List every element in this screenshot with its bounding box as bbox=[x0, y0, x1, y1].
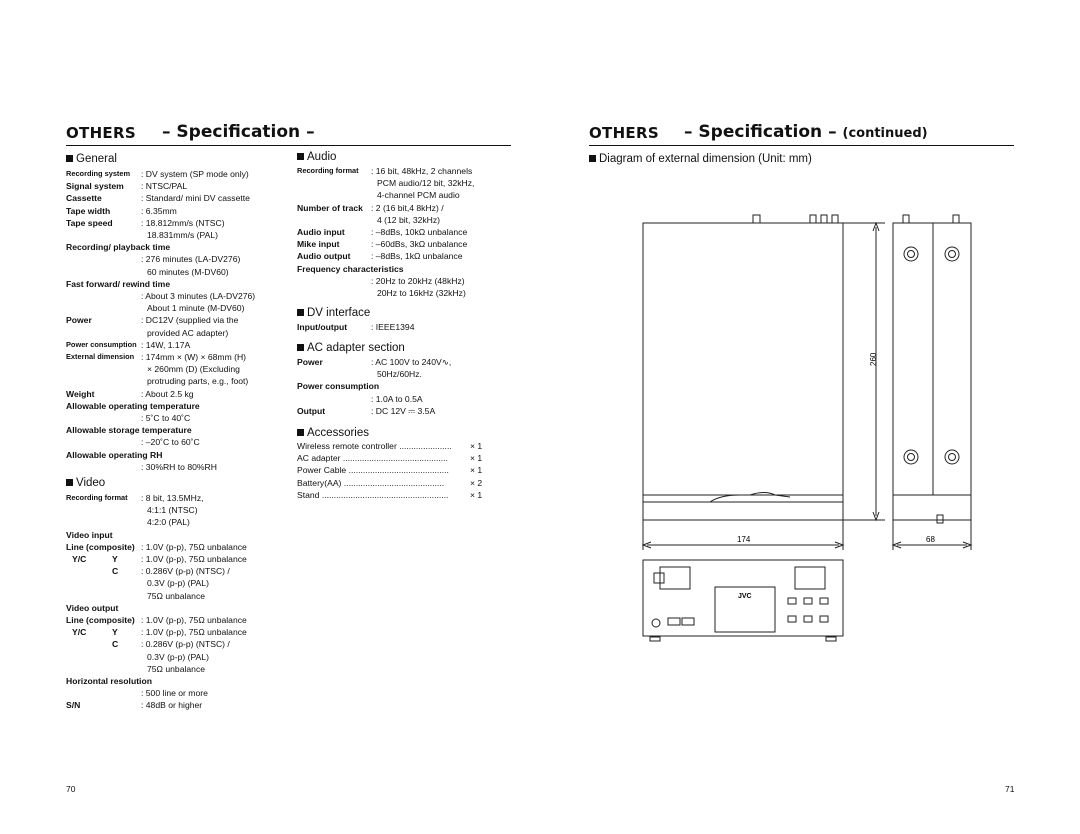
spec-key: Mike input bbox=[297, 239, 340, 250]
spec-value: : DC 12V ⎓ 3.5A bbox=[371, 405, 436, 416]
spec-subkey: Y bbox=[112, 554, 118, 564]
spec-value: 4:2:0 (PAL) bbox=[147, 517, 190, 528]
spec-value: 0.3V (p-p) (PAL) bbox=[147, 651, 209, 662]
spec-key: Video input bbox=[66, 529, 113, 540]
spec-key: External dimension bbox=[66, 352, 135, 361]
spec-value: : 48dB or higher bbox=[141, 700, 203, 711]
spec-key: Fast forward/ rewind time bbox=[66, 278, 171, 289]
audio-title: Audio bbox=[297, 151, 336, 163]
spec-value: : 2 (16 bit,4 8kHz) / bbox=[371, 202, 444, 213]
accessory-qty: × 1 bbox=[470, 489, 483, 500]
spec-key: Audio output bbox=[297, 251, 351, 262]
side-view-body bbox=[893, 223, 971, 520]
spec-value: : DC12V (supplied via the bbox=[141, 315, 239, 326]
spec-value: : 6.35mm bbox=[141, 205, 177, 216]
spec-key: Power bbox=[297, 357, 323, 367]
spec-subkey: Y bbox=[112, 627, 118, 638]
spec-value: 0.3V (p-p) (PAL) bbox=[147, 578, 209, 589]
spec-key: Video output bbox=[66, 602, 119, 613]
spec-key: Allowable operating temperature bbox=[66, 400, 200, 411]
spec-key: Weight bbox=[66, 388, 95, 399]
right-others-label: OTHERS bbox=[589, 124, 659, 142]
spec-key: S/N bbox=[66, 700, 81, 711]
dimension-diagram bbox=[590, 205, 1020, 645]
spec-subkey: C bbox=[112, 566, 119, 577]
accessory-item: Power Cable .......................................... bbox=[297, 465, 449, 476]
spec-value: : –8dBs, 1kΩ unbalance bbox=[371, 251, 463, 262]
video-title: Video bbox=[66, 477, 105, 489]
spec-key: Tape width bbox=[66, 205, 111, 216]
spec-value: : Standard/ mini DV cassette bbox=[141, 193, 250, 204]
diagram-title: Diagram of external dimension (Unit: mm) bbox=[589, 153, 812, 165]
spec-value: : 1.0V (p-p), 75Ω unbalance bbox=[141, 627, 247, 638]
accessories-title: Accessories bbox=[297, 427, 369, 439]
spec-value: × 260mm (D) (Excluding bbox=[147, 364, 240, 375]
spec-value: : AC 100V to 240V∿, bbox=[371, 357, 452, 367]
spec-key: Allowable operating RH bbox=[66, 449, 163, 460]
spec-key: Output bbox=[297, 405, 326, 416]
accessory-item: Wireless remote controller ...................... bbox=[297, 441, 452, 451]
spec-key: Horizontal resolution bbox=[66, 676, 152, 686]
accessory-qty: × 2 bbox=[470, 477, 483, 488]
spec-value: : 1.0V (p-p), 75Ω unbalance bbox=[141, 615, 247, 625]
spec-value: : DV system (SP mode only) bbox=[141, 169, 249, 179]
spec-key: Input/output bbox=[297, 322, 348, 332]
spec-subkey: C bbox=[112, 639, 119, 650]
spec-value: : 1.0A to 0.5A bbox=[371, 393, 423, 404]
left-others-label: OTHERS bbox=[66, 124, 136, 142]
spec-value: 50Hz/60Hz. bbox=[377, 369, 422, 380]
accessory-item: Stand ..................................................... bbox=[297, 489, 449, 500]
spec-key: Frequency characteristics bbox=[297, 263, 404, 274]
brand-logo: JVC bbox=[738, 593, 752, 600]
spec-value: : –20˚C to 60˚C bbox=[141, 437, 200, 448]
spec-key: Line (composite) bbox=[66, 541, 135, 552]
dv-interface-title: DV interface bbox=[297, 307, 370, 319]
spec-key: Audio input bbox=[297, 227, 345, 237]
spec-key: Tape speed bbox=[66, 217, 113, 228]
right-spec-text: – Specification – bbox=[684, 122, 837, 142]
spec-value: 20Hz to 16kHz (32kHz) bbox=[377, 288, 466, 298]
spec-value: : 30%RH to 80%RH bbox=[141, 461, 217, 472]
accessory-item: AC adapter ............................................ bbox=[297, 453, 448, 464]
accessory-item: Battery(AA) .......................................... bbox=[297, 477, 445, 488]
spec-key: Power consumption bbox=[66, 339, 137, 349]
spec-key: Number of track bbox=[297, 202, 363, 213]
spec-value: : 276 minutes (LA-DV276) bbox=[141, 254, 241, 265]
accessory-qty: × 1 bbox=[470, 453, 483, 464]
spec-key: Power consumption bbox=[297, 381, 380, 392]
spec-value: : About 3 minutes (LA-DV276) bbox=[141, 291, 256, 301]
spec-value: : –8dBs, 10kΩ unbalance bbox=[371, 227, 468, 237]
spec-key: Recording format bbox=[66, 493, 128, 502]
right-spec-title bbox=[684, 122, 928, 142]
spec-value: : 5˚C to 40˚C bbox=[141, 413, 191, 423]
accessory-qty: × 1 bbox=[470, 465, 483, 476]
left-header-rule bbox=[66, 145, 511, 146]
spec-key: Allowable storage temperature bbox=[66, 425, 192, 436]
spec-value: : 20Hz to 20kHz (48kHz) bbox=[371, 275, 465, 286]
right-header bbox=[589, 122, 1019, 144]
spec-value: : 14W, 1.17A bbox=[141, 339, 191, 350]
spec-value: 18.831mm/s (PAL) bbox=[147, 230, 219, 240]
left-spec-title: – Specification – bbox=[162, 122, 315, 142]
general-title: General bbox=[66, 153, 117, 165]
spec-value: : 8 bit, 13.5MHz, bbox=[141, 493, 204, 503]
spec-value: : 0.286V (p-p) (NTSC) / bbox=[141, 566, 230, 577]
spec-key: Y/C bbox=[72, 627, 87, 638]
spec-key: Recording format bbox=[297, 166, 359, 175]
spec-value: : 0.286V (p-p) (NTSC) / bbox=[141, 639, 230, 650]
spec-value: PCM audio/12 bit, 32kHz, bbox=[377, 178, 475, 189]
spec-value: : –60dBs, 3kΩ unbalance bbox=[371, 239, 468, 250]
spec-value: : 1.0V (p-p), 75Ω unbalance bbox=[141, 554, 247, 564]
spec-value: : 1.0V (p-p), 75Ω unbalance bbox=[141, 541, 247, 552]
spec-value: 4 (12 bit, 32kHz) bbox=[377, 214, 441, 225]
spec-key: Power bbox=[66, 315, 92, 326]
spec-value: 60 minutes (M-DV60) bbox=[147, 266, 229, 277]
right-header-rule bbox=[589, 145, 1014, 146]
spec-value: : 500 line or more bbox=[141, 688, 208, 699]
spec-key: Y/C bbox=[72, 554, 87, 564]
spec-key: Signal system bbox=[66, 181, 124, 192]
spec-value: : About 2.5 kg bbox=[141, 388, 194, 399]
accessory-qty: × 1 bbox=[470, 441, 483, 451]
spec-key: Cassette bbox=[66, 193, 102, 204]
spec-value: : IEEE1394 bbox=[371, 322, 415, 332]
left-header bbox=[66, 122, 506, 144]
spec-key: Line (composite) bbox=[66, 615, 135, 625]
depth-label: 260 bbox=[869, 352, 878, 366]
spec-value: 4:1:1 (NTSC) bbox=[147, 505, 198, 516]
spec-value: : NTSC/PAL bbox=[141, 181, 188, 192]
left-page-number: 70 bbox=[66, 784, 76, 794]
spec-value: : 18.812mm/s (NTSC) bbox=[141, 217, 225, 228]
width-label: 174 bbox=[737, 535, 751, 544]
right-spec-continued: (continued) bbox=[842, 126, 928, 141]
spec-value: 75Ω unbalance bbox=[147, 590, 206, 601]
spec-value: provided AC adapter) bbox=[147, 327, 229, 338]
spec-key: Recording/ playback time bbox=[66, 242, 171, 253]
spec-value: : 16 bit, 48kHz, 2 channels bbox=[371, 166, 473, 176]
ac-adapter-title: AC adapter section bbox=[297, 342, 405, 354]
spec-value: : 174mm × (W) × 68mm (H) bbox=[141, 352, 247, 362]
spec-value: 4-channel PCM audio bbox=[377, 190, 460, 201]
top-view-body bbox=[643, 223, 843, 520]
spec-value: About 1 minute (M-DV60) bbox=[147, 303, 245, 314]
height-label: 68 bbox=[926, 535, 935, 544]
right-page-number: 71 bbox=[1005, 784, 1015, 794]
spec-value: 75Ω unbalance bbox=[147, 663, 206, 674]
spec-key: Recording system bbox=[66, 169, 131, 178]
spec-value: protruding parts, e.g., foot) bbox=[147, 376, 249, 387]
